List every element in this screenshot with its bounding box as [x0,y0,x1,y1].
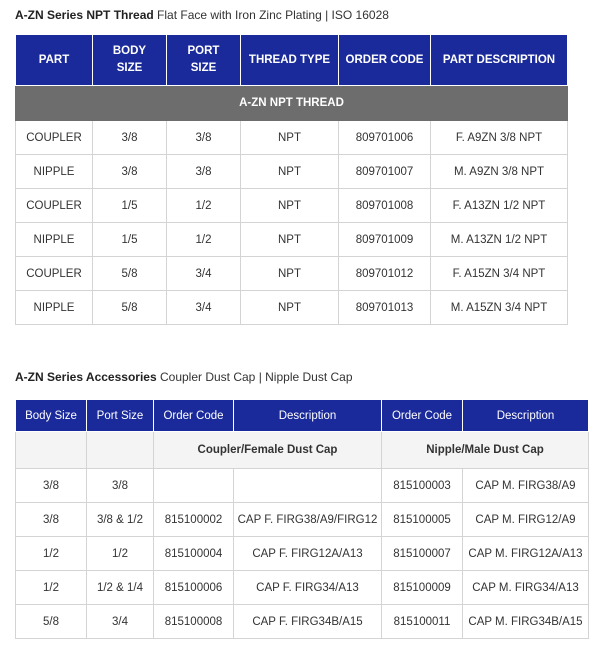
cell-port-size: 3/4 [167,291,241,325]
cell-part: COUPLER [16,257,93,291]
cell-body-size: 1/2 [16,537,87,571]
cell-port-size: 1/2 [87,537,154,571]
cell-part-description: M. A13ZN 1/2 NPT [431,223,568,257]
table-row [16,121,568,155]
table-row [16,223,568,257]
cell-body-size: 1/2 [16,571,87,605]
cell-thread-type: NPT [241,257,339,291]
cell-thread-type: NPT [241,121,339,155]
cell-coupler-order-code: 815100002 [154,503,234,537]
cell-part-description: M. A15ZN 3/4 NPT [431,291,568,325]
cell-body-size: 5/8 [16,605,87,639]
cell-coupler-description [234,469,382,503]
cell-body-size: 5/8 [93,257,167,291]
cell-part: NIPPLE [16,291,93,325]
section-title-accessories [15,370,353,384]
cell-port-size: 3/4 [167,257,241,291]
cell-nipple-description: CAP M. FIRG38/A9 [463,469,589,503]
cell-coupler-description: CAP F. FIRG34/A13 [234,571,382,605]
cell-part-description: F. A13ZN 1/2 NPT [431,189,568,223]
cell-nipple-description: CAP M. FIRG34/A13 [463,571,589,605]
cell-thread-type: NPT [241,223,339,257]
cell-port-size: 3/8 [87,469,154,503]
nipple-group-label: Nipple/Male Dust Cap [382,432,589,469]
cell-nipple-description: CAP M. FIRG34B/A15 [463,605,589,639]
col-header-body-size: BODY SIZE [93,35,167,86]
col-header-thread-type: THREAD TYPE [241,35,339,86]
cell-port-size: 1/2 [167,223,241,257]
group-label-row [16,432,589,469]
accessories-table [15,399,589,639]
col-header-order-code: ORDER CODE [339,35,431,86]
cell-coupler-order-code: 815100004 [154,537,234,571]
cell-body-size: 3/8 [16,503,87,537]
cell-nipple-order-code: 815100007 [382,537,463,571]
cell-part-description: F. A9ZN 3/8 NPT [431,121,568,155]
col-header-part-description: PART DESCRIPTION [431,35,568,86]
cell-coupler-description: CAP F. FIRG12A/A13 [234,537,382,571]
cell-body-size: 1/5 [93,189,167,223]
table-header-row [16,400,589,432]
cell-part: NIPPLE [16,223,93,257]
table-row [16,571,589,605]
col-header-port-size: Port Size [87,400,154,432]
col-header-coupler-order-code: Order Code [154,400,234,432]
cell-nipple-order-code: 815100009 [382,571,463,605]
table-row [16,537,589,571]
table-header-row [16,35,568,86]
cell-part: NIPPLE [16,155,93,189]
cell-part: COUPLER [16,189,93,223]
cell-coupler-order-code: 815100008 [154,605,234,639]
cell-port-size: 3/8 [167,155,241,189]
col-header-nipple-order-code: Order Code [382,400,463,432]
cell-port-size: 1/2 & 1/4 [87,571,154,605]
cell-order-code: 809701009 [339,223,431,257]
cell-order-code: 809701006 [339,121,431,155]
col-header-part: PART [16,35,93,86]
coupler-group-label: Coupler/Female Dust Cap [154,432,382,469]
section-title-bold: A-ZN Series Accessories [15,370,157,384]
section-title-npt-thread [15,8,389,22]
col-header-coupler-description: Description [234,400,382,432]
cell-body-size: 3/8 [93,121,167,155]
group-band-row [16,86,568,121]
cell-nipple-order-code: 815100005 [382,503,463,537]
cell-body-size: 1/5 [93,223,167,257]
table-row [16,291,568,325]
cell-body-size: 3/8 [93,155,167,189]
cell-part: COUPLER [16,121,93,155]
cell-order-code: 809701012 [339,257,431,291]
col-header-port-size: PORT SIZE [167,35,241,86]
npt-thread-table [15,34,568,325]
table-row [16,605,589,639]
cell-thread-type: NPT [241,189,339,223]
cell-body-size: 5/8 [93,291,167,325]
empty-cell [16,432,87,469]
cell-port-size: 1/2 [167,189,241,223]
table-row [16,503,589,537]
section-title-bold: A-ZN Series NPT Thread [15,8,154,22]
cell-body-size: 3/8 [16,469,87,503]
col-header-body-size: Body Size [16,400,87,432]
cell-nipple-description: CAP M. FIRG12/A9 [463,503,589,537]
cell-port-size: 3/8 [167,121,241,155]
cell-coupler-order-code: 815100006 [154,571,234,605]
cell-nipple-order-code: 815100003 [382,469,463,503]
cell-nipple-description: CAP M. FIRG12A/A13 [463,537,589,571]
cell-part-description: M. A9ZN 3/8 NPT [431,155,568,189]
table-row [16,469,589,503]
cell-nipple-order-code: 815100011 [382,605,463,639]
cell-order-code: 809701007 [339,155,431,189]
empty-cell [87,432,154,469]
cell-coupler-description: CAP F. FIRG38/A9/FIRG12 [234,503,382,537]
cell-order-code: 809701008 [339,189,431,223]
cell-port-size: 3/8 & 1/2 [87,503,154,537]
group-band-label: A-ZN NPT THREAD [16,86,568,121]
col-header-nipple-description: Description [463,400,589,432]
cell-coupler-order-code [154,469,234,503]
table-row [16,189,568,223]
table-row [16,257,568,291]
table-row [16,155,568,189]
section-title-rest: Flat Face with Iron Zinc Plating | ISO 16028 [153,8,389,22]
cell-thread-type: NPT [241,155,339,189]
section-title-rest: Coupler Dust Cap | Nipple Dust Cap [156,370,353,384]
cell-coupler-description: CAP F. FIRG34B/A15 [234,605,382,639]
cell-thread-type: NPT [241,291,339,325]
cell-order-code: 809701013 [339,291,431,325]
cell-port-size: 3/4 [87,605,154,639]
cell-part-description: F. A15ZN 3/4 NPT [431,257,568,291]
